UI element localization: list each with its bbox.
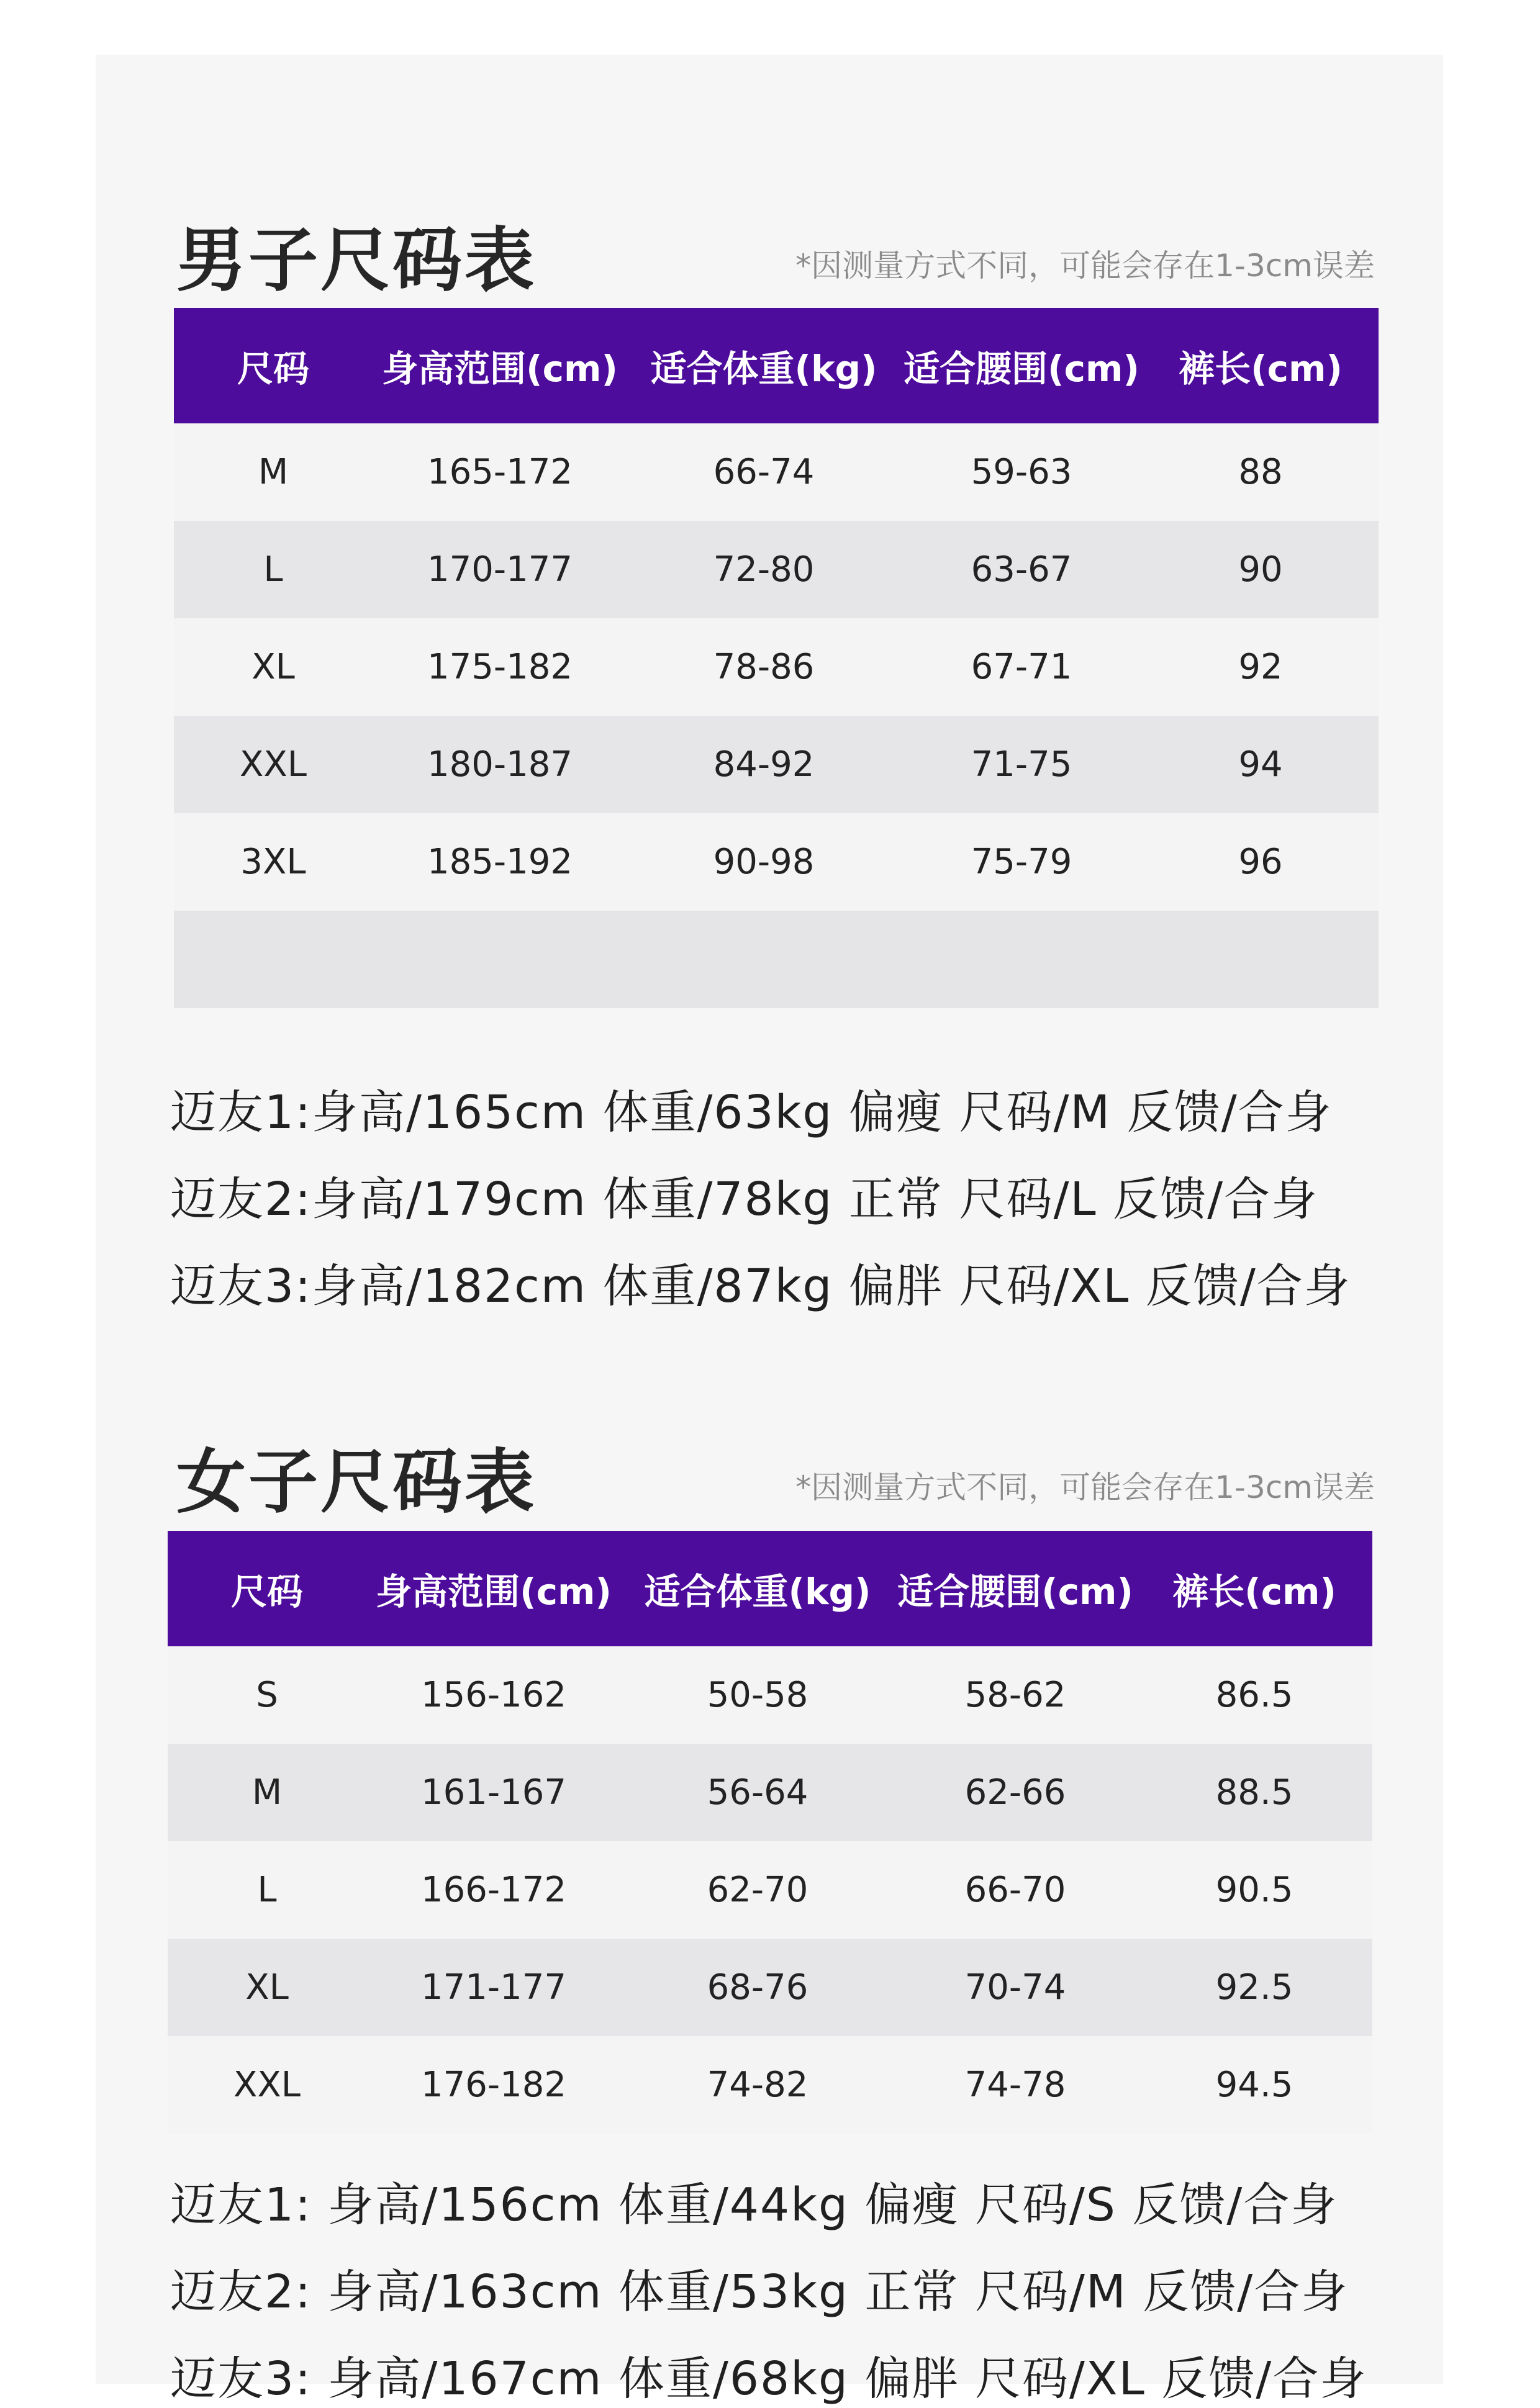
- cell-weight: 90-98: [713, 842, 815, 882]
- header-size: 尺码: [237, 348, 309, 390]
- size-chart-sheet: [96, 55, 1443, 2406]
- cell-weight: 72-80: [713, 549, 815, 590]
- women-feedback-2: 迈友2: 身高/163cm 体重/53kg 正常 尺码/M 反馈/合身: [170, 2265, 1349, 2319]
- cell-waist: 71-75: [971, 744, 1072, 785]
- cell-height: 176-182: [421, 2065, 566, 2105]
- men-feedback-2: 迈友2:身高/179cm 体重/78kg 正常 尺码/L 反馈/合身: [170, 1173, 1319, 1226]
- cell-length: 88: [1238, 452, 1283, 492]
- cell-waist: 67-71: [971, 647, 1072, 687]
- cell-size: XXL: [233, 2065, 301, 2105]
- cell-size: XL: [251, 647, 295, 687]
- women-feedback-3: 迈友3: 身高/167cm 体重/68kg 偏胖 尺码/XL 反馈/合身: [170, 2352, 1367, 2406]
- header-weight: 适合体重(kg): [650, 348, 877, 390]
- cell-waist: 59-63: [971, 452, 1072, 492]
- men-title: 男子尺码表: [176, 220, 537, 301]
- cell-height: 170-177: [427, 549, 573, 590]
- men-feedback-3: 迈友3:身高/182cm 体重/87kg 偏胖 尺码/XL 反馈/合身: [170, 1260, 1351, 1313]
- cell-weight: 56-64: [707, 1772, 808, 1813]
- cell-size: S: [256, 1675, 278, 1715]
- cell-waist: 63-67: [971, 549, 1072, 590]
- cell-size: M: [258, 452, 289, 492]
- cell-waist: 74-78: [964, 2065, 1066, 2105]
- cell-weight: 68-76: [707, 1967, 808, 2008]
- table-row: [168, 1646, 1372, 1744]
- table-row: [168, 1841, 1372, 1939]
- cell-weight: 50-58: [707, 1675, 808, 1715]
- cell-waist: 58-62: [964, 1675, 1066, 1715]
- table-row: [174, 716, 1379, 813]
- header-waist: 适合腰围(cm): [904, 348, 1139, 390]
- cell-height: 175-182: [427, 647, 573, 687]
- cell-weight: 74-82: [707, 2065, 808, 2105]
- women-size-table: [168, 1531, 1372, 2134]
- cell-size: L: [263, 549, 283, 590]
- table-row: [174, 521, 1379, 618]
- header-height: 身高范围(cm): [376, 1571, 612, 1613]
- cell-waist: 66-70: [964, 1870, 1066, 1910]
- cell-length: 92: [1238, 647, 1283, 687]
- cell-length: 96: [1238, 842, 1283, 882]
- women-measure-note: *因测量方式不同，可能会存在1-3cm误差: [795, 1469, 1375, 1505]
- table-row: [174, 813, 1379, 911]
- cell-size: XL: [245, 1967, 289, 2008]
- cell-waist: 62-66: [964, 1772, 1066, 1813]
- table-row: [174, 618, 1379, 716]
- women-table-header: [168, 1531, 1372, 1646]
- cell-height: 161-167: [421, 1772, 566, 1813]
- women-feedback-1: 迈友1: 身高/156cm 体重/44kg 偏瘦 尺码/S 反馈/合身: [170, 2178, 1338, 2232]
- cell-height: 185-192: [427, 842, 573, 882]
- cell-length: 86.5: [1215, 1675, 1293, 1715]
- cell-waist: 70-74: [964, 1967, 1066, 2008]
- cell-length: 94.5: [1215, 2065, 1293, 2105]
- cell-waist: 75-79: [971, 842, 1072, 882]
- cell-size: M: [251, 1772, 283, 1813]
- cell-weight: 84-92: [713, 744, 815, 785]
- cell-height: 166-172: [421, 1870, 566, 1910]
- header-length: 裤长(cm): [1172, 1571, 1336, 1613]
- men-feedback-1: 迈友1:身高/165cm 体重/63kg 偏瘦 尺码/M 反馈/合身: [170, 1086, 1333, 1139]
- table-row: [168, 1939, 1372, 2036]
- header-size: 尺码: [230, 1571, 303, 1613]
- cell-length: 94: [1238, 744, 1283, 785]
- table-row: [168, 1744, 1372, 1841]
- men-measure-note: *因测量方式不同，可能会存在1-3cm误差: [795, 248, 1375, 284]
- cell-weight: 78-86: [713, 647, 815, 687]
- men-size-table: [174, 308, 1379, 1008]
- women-title: 女子尺码表: [176, 1442, 537, 1523]
- header-height: 身高范围(cm): [382, 348, 618, 390]
- table-row-empty: [174, 911, 1379, 1008]
- cell-length: 88.5: [1215, 1772, 1293, 1813]
- men-table-header: [174, 308, 1379, 423]
- cell-size: XXL: [240, 744, 307, 785]
- header-weight: 适合体重(kg): [644, 1571, 871, 1613]
- cell-size: 3XL: [240, 842, 306, 882]
- cell-height: 180-187: [427, 744, 573, 785]
- header-length: 裤长(cm): [1179, 348, 1343, 390]
- table-row: [174, 423, 1379, 521]
- cell-height: 156-162: [421, 1675, 566, 1715]
- cell-length: 90.5: [1215, 1870, 1293, 1910]
- cell-length: 90: [1238, 549, 1283, 590]
- cell-height: 165-172: [427, 452, 573, 492]
- cell-weight: 66-74: [713, 452, 815, 492]
- cell-height: 171-177: [421, 1967, 566, 2008]
- table-row: [168, 2036, 1372, 2134]
- cell-weight: 62-70: [707, 1870, 808, 1910]
- cell-length: 92.5: [1215, 1967, 1293, 2008]
- cell-size: L: [257, 1870, 277, 1910]
- header-waist: 适合腰围(cm): [897, 1571, 1133, 1613]
